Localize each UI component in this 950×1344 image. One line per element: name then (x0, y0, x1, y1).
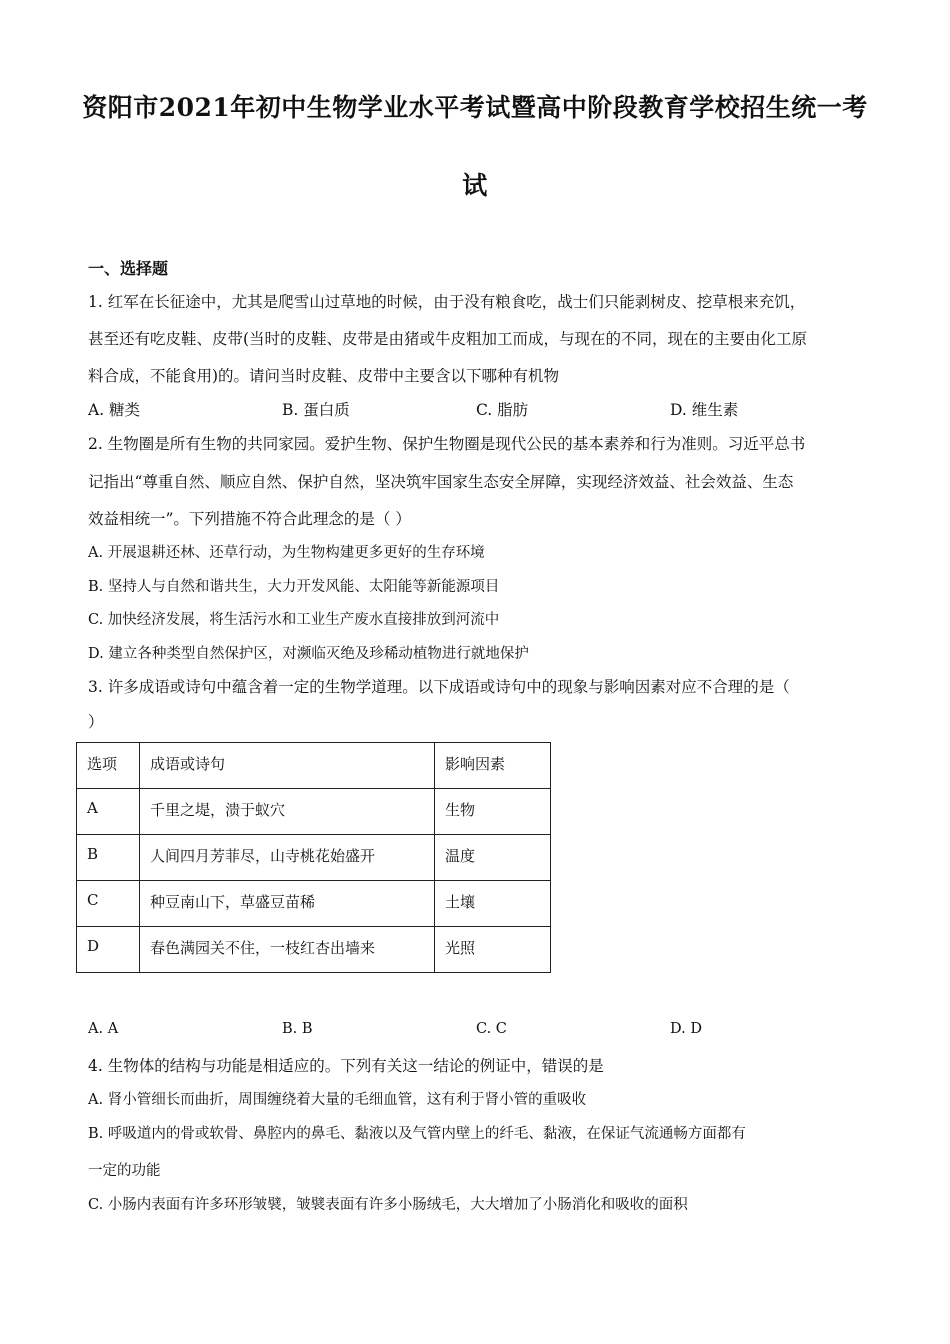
q4-line1: 4. 生物体的结构与功能是相适应的。下列有关这一结论的例证中，错误的是 (88, 1057, 604, 1075)
q3-line1: 3. 许多成语或诗句中蕴含着一定的生物学道理。以下成语或诗句中的现象与影响因素对应不合理的是（ (88, 678, 790, 696)
q2-option-a[interactable]: A. 开展退耕还林、还草行动，为生物构建更多更好的生存环境 (88, 545, 485, 561)
q3-options (88, 1021, 868, 1045)
q3-option-a[interactable]: A. A (88, 1021, 119, 1037)
table-header-cell: 成语或诗句 (140, 743, 435, 789)
q1-line2: 甚至还有吃皮鞋、皮带(当时的皮鞋、皮带是由猪或牛皮粗加工而成，与现在的不同，现在的主要由化工原 (88, 330, 808, 348)
table-cell: A (77, 789, 140, 835)
table-header-cell: 选项 (77, 743, 140, 789)
table-cell: B (77, 835, 140, 881)
q4-option-b-cont: 一定的功能 (88, 1163, 161, 1179)
table-row (77, 881, 551, 927)
q1-line1: 1. 红军在长征途中，尤其是爬雪山过草地的时候，由于没有粮食吃，战士们只能剥树皮、挖草根来充饥， (88, 293, 806, 311)
q1-option-c[interactable]: C. 脂肪 (476, 401, 529, 419)
q4-option-a[interactable]: A. 肾小管细长而曲折，周围缠绕着大量的毛细血管，这有利于肾小管的重吸收 (88, 1092, 587, 1108)
q3-line2: ） (88, 713, 104, 731)
q2-line2: 记指出“尊重自然、顺应自然、保护自然，坚决筑牢国家生态安全屏障，实现经济效益、社会效益、生态 (88, 473, 794, 491)
table-row (77, 927, 551, 973)
q1-option-b[interactable]: B. 蛋白质 (282, 401, 350, 419)
q1-option-a[interactable]: A. 糖类 (88, 401, 141, 419)
section-heading: 一、选择题 (88, 259, 169, 278)
table-cell: 土壤 (435, 881, 551, 927)
table-cell: 人间四月芳菲尽，山寺桃花始盛开 (140, 835, 435, 881)
exam-title-line2: 试 (462, 171, 488, 200)
q3-option-b[interactable]: B. B (282, 1021, 313, 1037)
table-cell: 春色满园关不住，一枝红杏出墙来 (140, 927, 435, 973)
table-header-cell: 影响因素 (435, 743, 551, 789)
q4-option-b[interactable]: B. 呼吸道内的骨或软骨、鼻腔内的鼻毛、黏液以及气管内壁上的纤毛、黏液，在保证气流通畅方面都有 (88, 1126, 746, 1142)
table-cell: 光照 (435, 927, 551, 973)
q2-line3: 效益相统一”。下列措施不符合此理念的是（ ） (88, 510, 411, 528)
table-row (77, 835, 551, 881)
q2-option-b[interactable]: B. 坚持人与自然和谐共生，大力开发风能、太阳能等新能源项目 (88, 579, 500, 595)
q3-table (76, 742, 551, 973)
exam-title-line1: 资阳市2021年初中生物学业水平考试暨高中阶段教育学校招生统一考 (82, 93, 868, 122)
q3-option-c[interactable]: C. C (476, 1021, 507, 1037)
table-cell: 种豆南山下，草盛豆苗稀 (140, 881, 435, 927)
q2-option-c[interactable]: C. 加快经济发展，将生活污水和工业生产废水直接排放到河流中 (88, 612, 500, 628)
q2-option-d[interactable]: D. 建立各种类型自然保护区，对濒临灭绝及珍稀动植物进行就地保护 (88, 646, 529, 662)
table-cell: C (77, 881, 140, 927)
table-cell: 千里之堤，溃于蚁穴 (140, 789, 435, 835)
q4-option-c[interactable]: C. 小肠内表面有许多环形皱襞，皱襞表面有许多小肠绒毛，大大增加了小肠消化和吸收的面积 (88, 1197, 688, 1213)
table-cell: D (77, 927, 140, 973)
table-row (77, 789, 551, 835)
table-cell: 生物 (435, 789, 551, 835)
q1-line3: 料合成，不能食用)的。请问当时皮鞋、皮带中主要含以下哪种有机物 (88, 367, 560, 385)
table-header-row (77, 743, 551, 789)
q1-option-d[interactable]: D. 维生素 (670, 401, 739, 419)
q2-line1: 2. 生物圈是所有生物的共同家园。爱护生物、保护生物圈是现代公民的基本素养和行为准则。习近平总书 (88, 435, 806, 453)
q1-options (88, 398, 868, 422)
table-cell: 温度 (435, 835, 551, 881)
q3-option-d[interactable]: D. D (670, 1021, 702, 1037)
